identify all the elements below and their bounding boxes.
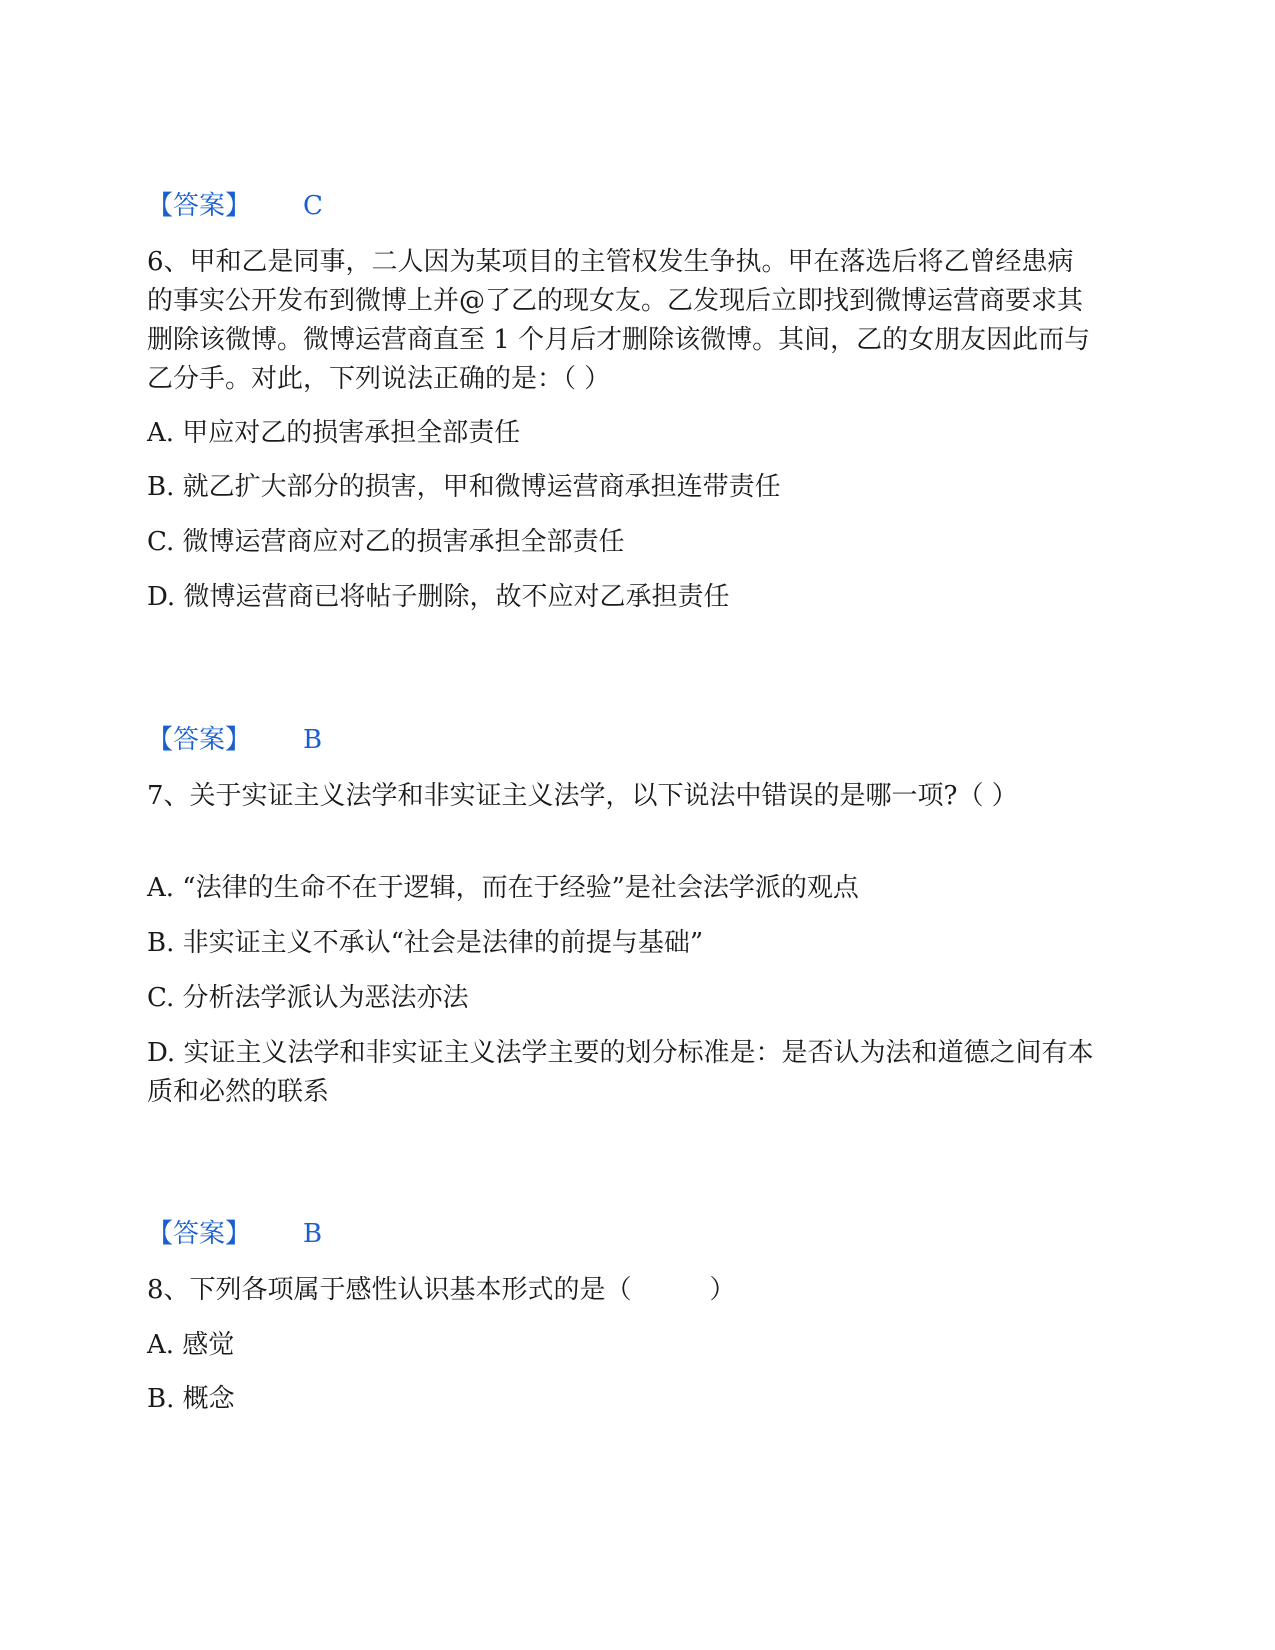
option-c: C. 分析法学派认为恶法亦法 [147,983,469,1013]
answer-value: C [303,191,323,221]
answer-line [147,189,323,223]
answer-value: B [303,725,323,755]
option-b: B. 就乙扩大部分的损害，甲和微博运营商承担连带责任 [147,472,781,502]
answer-label: 【答案】 [147,725,252,755]
option-b: B. 概念 [147,1384,235,1414]
option-b: B. 非实证主义不承认“社会是法律的前提与基础” [147,928,704,958]
option-c: C. 微博运营商应对乙的损害承担全部责任 [147,527,625,557]
question-text: 7、关于实证主义法学和非实证主义法学，以下说法中错误的是哪一项?（ ） [147,781,1018,811]
option-d: D. 实证主义法学和非实证主义法学主要的划分标准是：是否认为法和道德之间有本质和必然的联系 [147,1038,1094,1107]
option-a: A. “法律的生命不在于逻辑，而在于经验”是社会法学派的观点 [147,873,859,903]
option-d: D. 微博运营商已将帖子删除，故不应对乙承担责任 [147,582,730,612]
answer-label: 【答案】 [147,191,252,221]
option-a: A. 感觉 [147,1330,235,1360]
answer-line [147,1217,322,1251]
answer-line [147,723,322,757]
option-a: A. 甲应对乙的损害承担全部责任 [147,418,521,448]
question-text: 8、下列各项属于感性认识基本形式的是（ ） [147,1275,736,1305]
answer-label: 【答案】 [147,1219,252,1249]
question-text: 6、甲和乙是同事，二人因为某项目的主管权发生争执。甲在落选后将乙曾经患病的事实公开发布到微博上并@了乙的现女友。乙发现后立即找到微博运营商要求其删除该微博。微博运营商直至 1 个月后才删除该微博。其间，乙的女朋友因此而与乙分手。对此，下列说法正确的是：（ ） [147,247,1091,394]
answer-value: B [303,1219,323,1249]
